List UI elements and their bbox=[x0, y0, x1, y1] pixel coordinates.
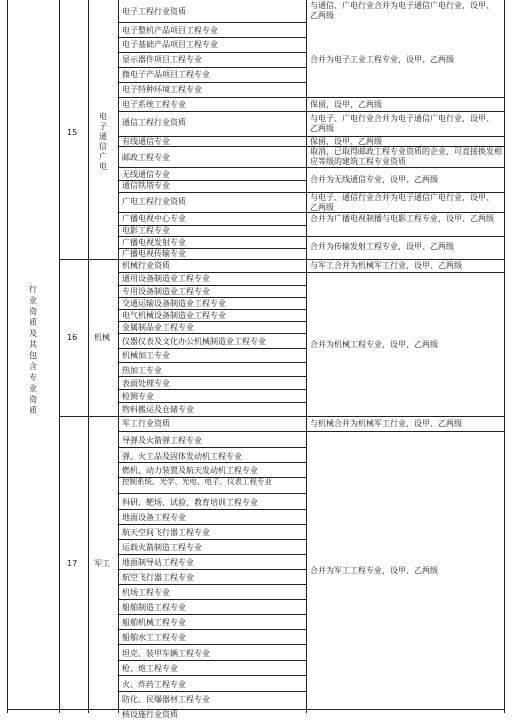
table-row-name: 交通运输设备制造业工程专业 bbox=[122, 299, 226, 308]
row-divider bbox=[118, 97, 505, 98]
col-divider-name bbox=[306, 0, 307, 713]
category-cell: 行业资质及其包含专业资质 bbox=[29, 285, 37, 415]
row-divider bbox=[118, 348, 306, 349]
table-row-name: 防化、民爆器材工程专业 bbox=[122, 695, 210, 704]
row-divider bbox=[118, 321, 306, 322]
row-divider bbox=[118, 22, 306, 23]
row-divider bbox=[118, 67, 306, 68]
table-row-name: 机械行业资质 bbox=[122, 261, 170, 270]
row-divider bbox=[118, 462, 306, 463]
table-row-name: 船舶制造工程专业 bbox=[122, 603, 186, 612]
table-row-name: 坦克、装甲车辆工程专业 bbox=[122, 649, 210, 658]
row-divider bbox=[118, 333, 306, 334]
table-row-name: 燃机、动力装置及航天发动机工程专业 bbox=[122, 466, 258, 475]
table-row-note: 与军工合并为机械军工行业，设甲、乙两级 bbox=[310, 261, 462, 270]
table-row-name: 电子整机产品项目工程专业 bbox=[122, 26, 218, 35]
table-border-right bbox=[504, 0, 505, 713]
row-divider bbox=[118, 431, 505, 432]
table-row-note: 合并为传输发射工程专业，设甲、乙两级 bbox=[310, 242, 454, 251]
table-row-name: 通用设备制造业工程专业 bbox=[122, 274, 210, 283]
row-divider bbox=[118, 297, 306, 298]
table-row-note: 合并为军工工程专业，设甲、乙两级 bbox=[310, 566, 438, 575]
table-row-name: 仪器仪表及文化办公机械制造业工程专业 bbox=[122, 337, 266, 346]
table-row-name: 电气机械设备制造业工程专业 bbox=[122, 311, 226, 320]
table-row-name: 广播电视发射专业 bbox=[122, 238, 186, 247]
table-bottom-border bbox=[7, 709, 505, 710]
table-row-note: 与机械合并为机械军工行业，设甲、乙两级 bbox=[310, 419, 462, 428]
col-divider-industry bbox=[118, 0, 119, 713]
table-row-name: 电子基础产品项目工程专业 bbox=[122, 40, 218, 49]
table-row-name: 弹、火工品及固体发动机工程专业 bbox=[122, 452, 242, 461]
table-row-note: 取消，已取得邮政工程专业资质的企业，可直接换发相应等级的建筑工程专业资质 bbox=[310, 147, 502, 166]
table-row-name-partial: 核设施行业资质 bbox=[122, 710, 178, 719]
row-divider bbox=[118, 362, 306, 363]
table-row-name: 有线通信专业 bbox=[122, 137, 170, 146]
table-row-note: 合并为电子工业工程专业，设甲、乙两级 bbox=[310, 55, 454, 64]
group-separator-17 bbox=[59, 416, 505, 417]
row-divider bbox=[118, 539, 306, 540]
table-row-note: 合并为无线通信专业，设甲、乙两级 bbox=[310, 175, 438, 184]
table-row-note: 与电子、广电行业合并为电子通信广电行业，设甲、乙两级 bbox=[310, 114, 494, 133]
table-row-name: 专用设备制造业工程专业 bbox=[122, 287, 210, 296]
table-row-note: 与电子、通信行业合并为电子通信广电行业，设甲、乙两级 bbox=[310, 193, 494, 212]
table-row-name: 邮政工程专业 bbox=[122, 153, 170, 162]
table-row-name: 电子特种环境工程专业 bbox=[122, 85, 202, 94]
row-divider bbox=[118, 52, 306, 53]
group-number: 16 bbox=[67, 333, 78, 342]
group-industry: 机械 bbox=[94, 333, 110, 342]
table-row-name: 电影工程专业 bbox=[122, 226, 170, 235]
table-row-name: 航天空间飞行器工程专业 bbox=[122, 528, 210, 537]
table-row-name: 军工行业资质 bbox=[122, 419, 170, 428]
table-row-name: 控制系统、光学、光电、电子、仪表工程专业 bbox=[122, 477, 272, 486]
row-divider bbox=[118, 285, 306, 286]
table-row-name: 微电子产品项目工程专业 bbox=[122, 70, 210, 79]
table-row-name: 枪、炮工程专业 bbox=[122, 664, 178, 673]
table-row-name: 科研、靶场、试验、教育培训工程专业 bbox=[122, 498, 258, 507]
row-divider bbox=[118, 82, 306, 83]
table-row-name: 电子工程行业资质 bbox=[122, 7, 186, 16]
table-row-name: 通信铁塔专业 bbox=[122, 181, 170, 190]
table-row-name: 物料搬运及仓储专业 bbox=[122, 405, 194, 414]
table-row-name: 运载火箭制造工程专业 bbox=[122, 543, 202, 552]
col-divider-number bbox=[88, 0, 89, 713]
table-row-name: 机械加工专业 bbox=[122, 351, 170, 360]
table-row-name: 广播电视中心专业 bbox=[122, 214, 186, 223]
row-divider bbox=[118, 599, 306, 600]
table-row-name: 船舶机械工程专业 bbox=[122, 618, 186, 627]
group-industry: 电子通信广电 bbox=[99, 112, 107, 171]
table-border-left bbox=[7, 0, 8, 713]
row-divider bbox=[118, 309, 306, 310]
row-divider bbox=[118, 447, 306, 448]
table-row-name: 无线通信专业 bbox=[122, 170, 170, 179]
row-divider bbox=[118, 614, 306, 615]
group-number: 15 bbox=[67, 128, 78, 137]
row-divider bbox=[118, 584, 306, 585]
row-divider bbox=[118, 236, 505, 237]
table-row-name: 电子系统工程专业 bbox=[122, 100, 186, 109]
table-row-name: 机场工程专业 bbox=[122, 588, 170, 597]
row-divider bbox=[118, 509, 306, 510]
group-number: 17 bbox=[67, 559, 78, 568]
table-row-name: 表面处理专业 bbox=[122, 379, 170, 388]
table-row-name: 检测专业 bbox=[122, 392, 154, 401]
table-row-name: 金属制品业工程专业 bbox=[122, 323, 194, 332]
row-divider bbox=[118, 660, 306, 661]
table-row-note: 保留，设甲、乙两级 bbox=[310, 137, 382, 146]
table-row-note: 与通信、广电行业合并为电子通信广电行业，设甲、乙两级 bbox=[310, 1, 494, 20]
row-divider bbox=[118, 389, 306, 390]
row-divider bbox=[118, 554, 306, 555]
table-row-name: 火、炸药工程专业 bbox=[122, 680, 186, 689]
row-divider bbox=[118, 111, 505, 112]
table-row-name: 通信工程行业资质 bbox=[122, 118, 186, 127]
table-row-name: 广电工程行业资质 bbox=[122, 197, 186, 206]
row-divider bbox=[118, 675, 306, 676]
row-divider bbox=[118, 644, 306, 645]
row-divider bbox=[118, 524, 306, 525]
row-divider bbox=[118, 569, 306, 570]
table-row-name: 热加工专业 bbox=[122, 366, 162, 375]
table-row-name: 导弹及火箭弹工程专业 bbox=[122, 436, 202, 445]
group-separator-16 bbox=[59, 259, 505, 260]
col-divider-category bbox=[59, 0, 60, 713]
table-row-name: 航空飞行器工程专业 bbox=[122, 573, 194, 582]
row-divider bbox=[118, 272, 505, 273]
table-row-name: 地面设备工程专业 bbox=[122, 513, 186, 522]
table-row-note: 合并为机械工程专业，设甲、乙两级 bbox=[310, 340, 438, 349]
row-divider bbox=[118, 402, 306, 403]
row-divider bbox=[118, 493, 306, 494]
row-divider bbox=[118, 691, 306, 692]
table-row-name: 显示器件项目工程专业 bbox=[122, 55, 202, 64]
row-divider bbox=[118, 376, 306, 377]
table-row-note: 保留，设甲、乙两级 bbox=[310, 100, 382, 109]
row-divider bbox=[118, 167, 505, 168]
group-industry: 军工 bbox=[94, 559, 110, 568]
row-divider bbox=[118, 37, 306, 38]
table-row-note: 合并为广播电视制播与电影工程专业，设甲、乙两级 bbox=[310, 214, 494, 223]
row-divider bbox=[118, 629, 306, 630]
table-row-name: 地面制导站工程专业 bbox=[122, 558, 194, 567]
table-row-name: 船舶水工工程专业 bbox=[122, 633, 186, 642]
table-row-name: 广播电视传输专业 bbox=[122, 249, 186, 258]
